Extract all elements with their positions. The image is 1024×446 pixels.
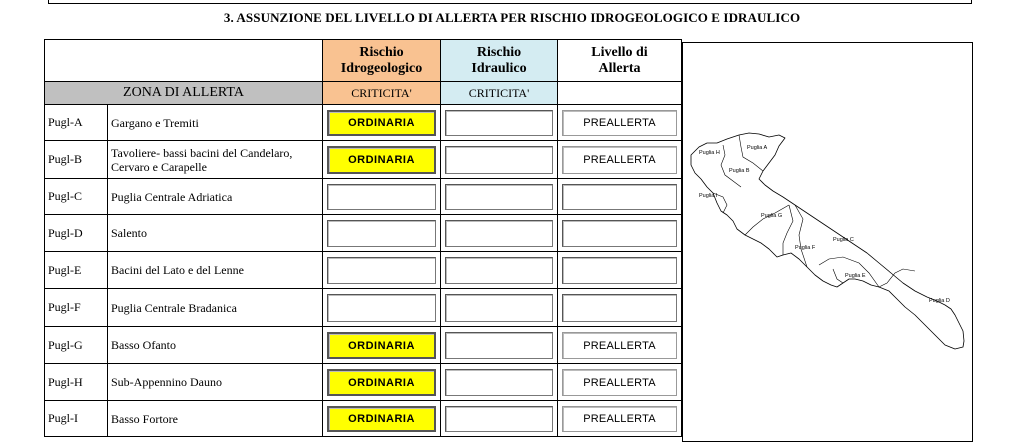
header-liv-line1: Livello di	[591, 44, 648, 60]
livello-allerta-field[interactable]: PREALLERTA	[562, 406, 677, 432]
zone-name: Puglia Centrale Adriatica	[108, 179, 323, 215]
rischio-idrogeologico-field-cell	[323, 401, 441, 437]
zone-code: Pugl-F	[45, 289, 108, 327]
header-idra-line1: Rischio	[476, 44, 522, 60]
map-label-i: Puglia I	[699, 193, 718, 199]
rischio-idrogeologico-field[interactable]: ORDINARIA	[327, 369, 436, 396]
rischio-idrogeologico-field[interactable]	[327, 220, 436, 247]
livello-allerta-field-cell	[558, 401, 682, 437]
rischio-idraulico-field[interactable]	[445, 220, 553, 247]
table-row	[45, 289, 682, 327]
criticita-idra-header: CRITICITA'	[441, 82, 558, 105]
header-liv-line2: Allerta	[598, 60, 641, 76]
zone-name: Salento	[108, 215, 323, 252]
zone-name: Basso Ofanto	[108, 327, 323, 364]
livello-allerta-field-cell	[558, 364, 682, 401]
rischio-idraulico-field[interactable]	[445, 257, 553, 284]
rischio-idrogeologico-field-cell	[323, 289, 441, 327]
alert-table	[44, 39, 682, 437]
header-rischio-idrogeologico	[323, 40, 441, 82]
rischio-idraulico-field[interactable]	[445, 146, 553, 174]
table-row	[45, 252, 682, 289]
rischio-idrogeologico-field[interactable]	[327, 184, 436, 210]
livello-subheader-blank	[558, 82, 682, 105]
rischio-idrogeologico-field[interactable]	[327, 294, 436, 322]
livello-allerta-field[interactable]	[562, 294, 677, 322]
rischio-idraulico-field-cell	[441, 215, 558, 252]
livello-allerta-field-cell	[558, 179, 682, 215]
rischio-idrogeologico-field-cell	[323, 252, 441, 289]
rischio-idrogeologico-field-cell	[323, 179, 441, 215]
zone-name: Tavoliere- bassi bacini del Candelaro, Cervaro e Carapelle	[108, 141, 323, 179]
zona-di-allerta-header: ZONA DI ALLERTA	[45, 82, 323, 105]
zone-name: Gargano e Tremiti	[108, 105, 323, 141]
rischio-idraulico-field-cell	[441, 179, 558, 215]
zone-code: Pugl-I	[45, 401, 108, 437]
livello-allerta-field-cell	[558, 215, 682, 252]
rischio-idrogeologico-field[interactable]: ORDINARIA	[327, 332, 436, 359]
table-row	[45, 327, 682, 364]
livello-allerta-field-cell	[558, 289, 682, 327]
table-row	[45, 401, 682, 437]
table-row	[45, 141, 682, 179]
livello-allerta-field-cell	[558, 141, 682, 179]
livello-allerta-field[interactable]	[562, 184, 677, 210]
zone-code: Pugl-D	[45, 215, 108, 252]
table-row	[45, 215, 682, 252]
criticita-idro-header: CRITICITA'	[323, 82, 441, 105]
table-row	[45, 364, 682, 401]
header-idra-line2: Idraulico	[471, 60, 527, 76]
rischio-idrogeologico-field-cell	[323, 141, 441, 179]
rischio-idrogeologico-field[interactable]: ORDINARIA	[327, 110, 436, 136]
rischio-idrogeologico-field-cell	[323, 327, 441, 364]
livello-allerta-field[interactable]: PREALLERTA	[562, 332, 677, 359]
map-label-c: Puglia C	[833, 237, 854, 243]
zone-name: Basso Fortore	[108, 401, 323, 437]
rischio-idrogeologico-field-cell	[323, 215, 441, 252]
livello-allerta-field[interactable]	[562, 257, 677, 284]
zone-code: Pugl-G	[45, 327, 108, 364]
livello-allerta-field-cell	[558, 105, 682, 141]
zone-code: Pugl-H	[45, 364, 108, 401]
section-title: 3. ASSUNZIONE DEL LIVELLO DI ALLERTA PER RISCHIO IDROGEOLOGICO E IDRAULICO	[223, 10, 801, 25]
rischio-idraulico-field[interactable]	[445, 110, 553, 136]
rischio-idraulico-field-cell	[441, 401, 558, 437]
header-idro-line1: Rischio	[359, 44, 404, 60]
rischio-idraulico-field[interactable]	[445, 369, 553, 396]
map-label-a: Puglia A	[747, 145, 768, 151]
header-livello-allerta	[558, 40, 682, 82]
zone-name: Sub-Appennino Dauno	[108, 364, 323, 401]
livello-allerta-field-cell	[558, 252, 682, 289]
livello-allerta-field[interactable]: PREALLERTA	[562, 369, 677, 396]
table-row	[45, 179, 682, 215]
rischio-idraulico-field-cell	[441, 327, 558, 364]
map-label-d: Puglia D	[929, 298, 950, 304]
zone-code: Pugl-C	[45, 179, 108, 215]
rischio-idrogeologico-field[interactable]	[327, 257, 436, 284]
rischio-idraulico-field-cell	[441, 364, 558, 401]
table-row	[45, 105, 682, 141]
previous-section-border	[48, 0, 972, 4]
livello-allerta-field-cell	[558, 327, 682, 364]
rischio-idraulico-field[interactable]	[445, 294, 553, 322]
rischio-idrogeologico-field[interactable]: ORDINARIA	[327, 406, 436, 432]
rischio-idraulico-field[interactable]	[445, 184, 553, 210]
rischio-idraulico-field-cell	[441, 105, 558, 141]
map-label-h: Puglia H	[699, 150, 720, 156]
livello-allerta-field[interactable]: PREALLERTA	[562, 110, 677, 136]
rischio-idraulico-field-cell	[441, 289, 558, 327]
header-rischio-idraulico	[441, 40, 558, 82]
rischio-idrogeologico-field[interactable]: ORDINARIA	[327, 146, 436, 174]
zone-code: Pugl-B	[45, 141, 108, 179]
zone-name: Bacini del Lato e del Lenne	[108, 252, 323, 289]
puglia-map	[682, 42, 973, 442]
rischio-idrogeologico-field-cell	[323, 364, 441, 401]
map-label-g: Puglia G	[761, 213, 783, 219]
rischio-idraulico-field-cell	[441, 252, 558, 289]
zone-code: Pugl-E	[45, 252, 108, 289]
livello-allerta-field[interactable]	[562, 220, 677, 247]
header-idro-line2: Idrogeologico	[340, 60, 423, 76]
zone-name: Puglia Centrale Bradanica	[108, 289, 323, 327]
rischio-idrogeologico-field-cell	[323, 105, 441, 141]
rischio-idraulico-field-cell	[441, 141, 558, 179]
map-label-e: Puglia E	[845, 273, 866, 279]
map-label-f: Puglia F	[795, 245, 816, 251]
header-blank	[45, 40, 323, 82]
map-label-b: Puglia B	[729, 168, 750, 174]
rischio-idraulico-field[interactable]	[445, 332, 553, 359]
rischio-idraulico-field[interactable]	[445, 406, 553, 432]
livello-allerta-field[interactable]: PREALLERTA	[562, 146, 677, 174]
puglia-map-svg	[683, 43, 972, 441]
puglia-outline	[691, 133, 964, 349]
zone-code: Pugl-A	[45, 105, 108, 141]
